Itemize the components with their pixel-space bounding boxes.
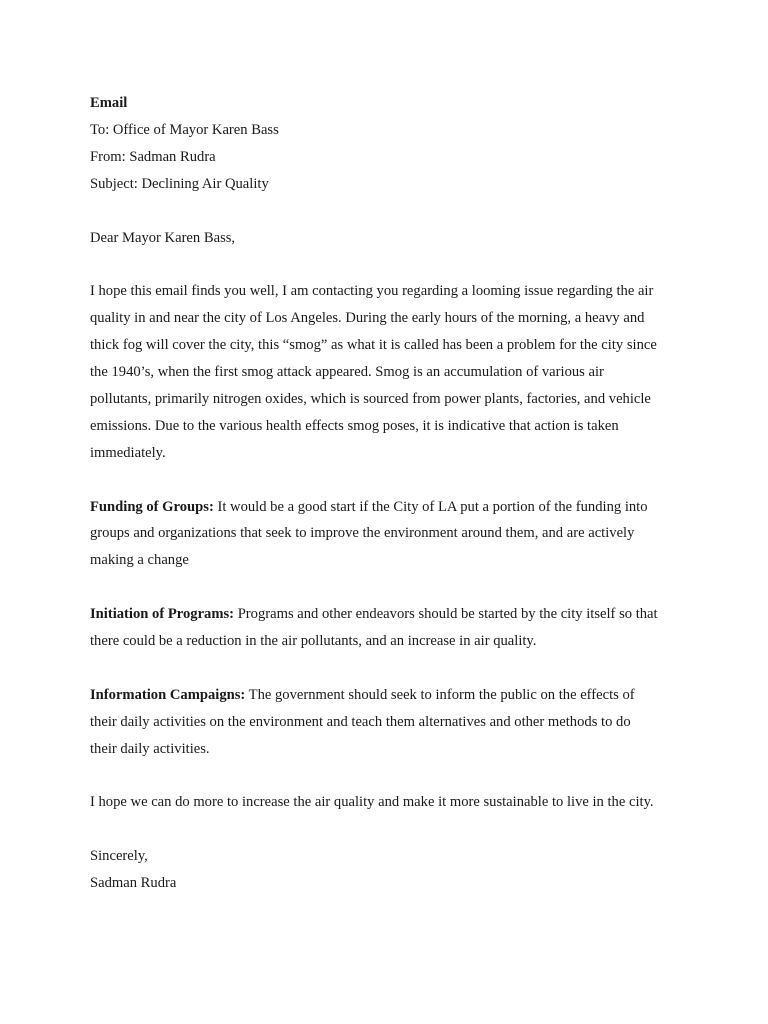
intro-paragraph: [90, 278, 690, 466]
section-line: there could be a reduction in the air pollutants, and an increase in air quality.: [90, 633, 537, 650]
section-heading: Funding of Groups:: [90, 498, 214, 515]
to-line: To: Office of Mayor Karen Bass: [90, 121, 279, 138]
salutation: Dear Mayor Karen Bass,: [90, 229, 236, 246]
section-line: making a change: [90, 552, 189, 569]
section-heading: Initiation of Programs:: [90, 606, 235, 623]
intro-line: pollutants, primarily nitrogen oxides, which is sourced from power plants, factories, and vehicle: [90, 390, 651, 407]
spacer: [90, 816, 690, 843]
spacer: [90, 574, 690, 601]
section-first-line: [90, 682, 690, 709]
intro-line: quality in and near the city of Los Angeles. During the early hours of the morning, a heavy and: [90, 310, 645, 327]
spacer: [90, 763, 690, 790]
section-line: groups and organizations that seek to improve the environment around them, and are actively: [90, 525, 635, 542]
email-document: [90, 90, 690, 897]
subject-line: Subject: Declining Air Quality: [90, 175, 269, 192]
section-heading: Information Campaigns:: [90, 686, 246, 703]
from-line: From: Sadman Rudra: [90, 148, 216, 165]
section-initiation-of-programs: [90, 601, 690, 655]
section-information-campaigns: [90, 682, 690, 763]
section-line: their daily activities.: [90, 740, 210, 757]
spacer: [90, 467, 690, 494]
section-first-line: [90, 494, 690, 521]
spacer: [90, 251, 690, 278]
spacer: [90, 655, 690, 682]
intro-line: thick fog will cover the city, this “smog” as what it is called has been a problem for the city since: [90, 337, 657, 354]
intro-line: the 1940’s, when the first smog attack appeared. Smog is an accumulation of various air: [90, 364, 604, 381]
spacer: [90, 198, 690, 225]
intro-line: immediately.: [90, 444, 166, 461]
section-text: It would be a good start if the City of LA put a portion of the funding into: [213, 498, 648, 515]
section-line: their daily activities on the environment and teach them alternatives and other methods to do: [90, 713, 631, 730]
closing-paragraph: I hope we can do more to increase the air quality and make it more sustainable to live in the city.: [90, 794, 654, 811]
intro-line: I hope this email finds you well, I am contacting you regarding a looming issue regarding the air: [90, 283, 654, 300]
section-text: Programs and other endeavors should be started by the city itself so that: [234, 606, 658, 623]
section-first-line: [90, 601, 690, 628]
signature-name: Sadman Rudra: [90, 875, 177, 892]
section-funding-of-groups: [90, 494, 690, 575]
valediction: Sincerely,: [90, 848, 148, 865]
email-title: Email: [90, 95, 128, 111]
intro-line: emissions. Due to the various health effects smog poses, it is indicative that action is taken: [90, 417, 619, 434]
section-text: The government should seek to inform the public on the effects of: [245, 686, 635, 703]
